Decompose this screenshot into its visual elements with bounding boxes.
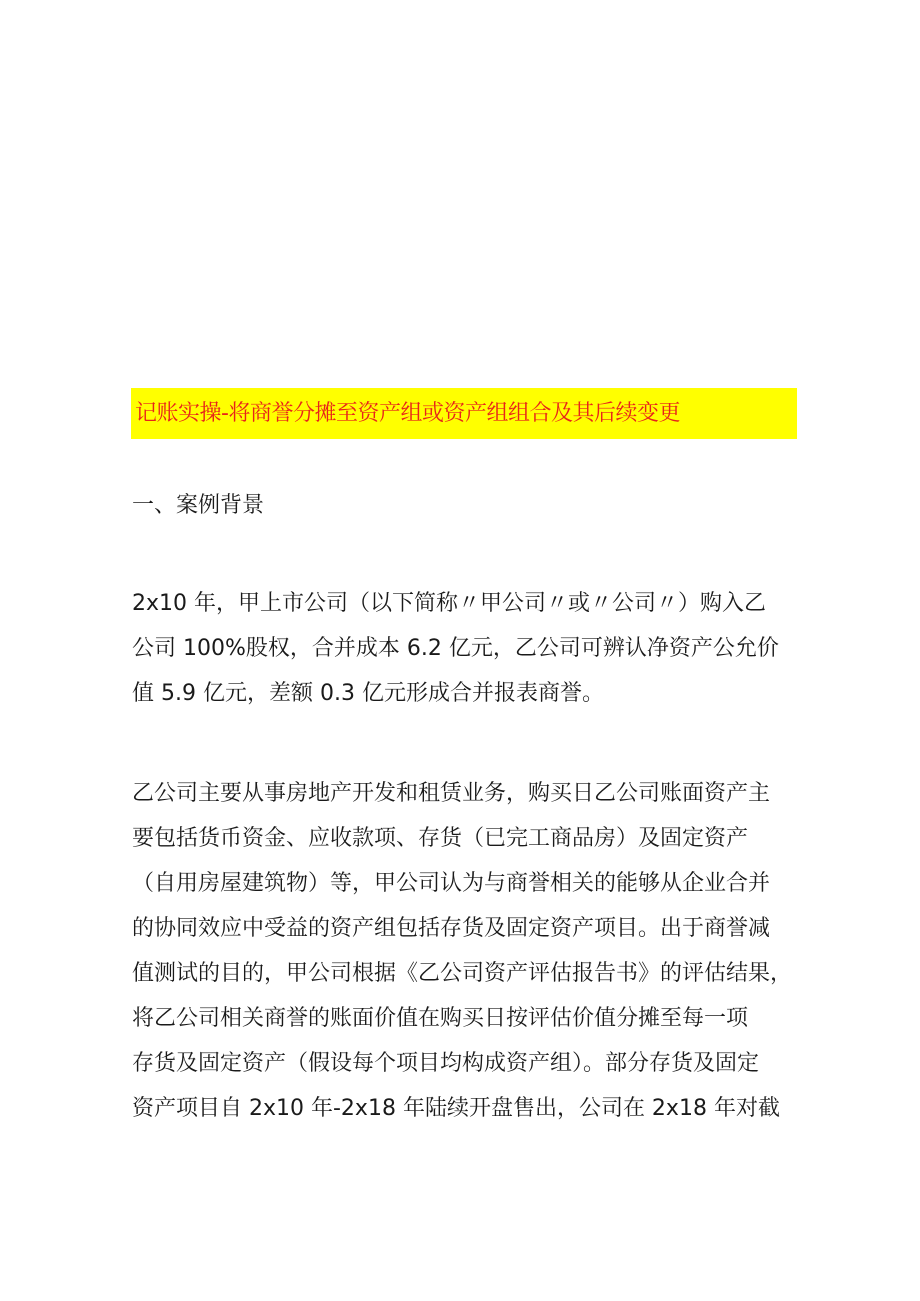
paragraph-line: 2x10 年，甲上市公司（以下简称〃甲公司〃或〃公司〃）购入乙 [132, 591, 767, 616]
paragraph-line: 值测试的目的，甲公司根据《乙公司资产评估报告书》的评估结果， [132, 961, 793, 986]
paragraph-2 [132, 771, 796, 1131]
paragraph-line: 要包括货币资金、应收款项、存货（已完工商品房）及固定资产 [132, 826, 749, 851]
paragraph-line: 将乙公司相关商誉的账面价值在购买日按评估价值分摊至每一项 [132, 1006, 749, 1031]
paragraph-1 [132, 581, 796, 716]
paragraph-line: 资产项目自 2x10 年-2x18 年陆续开盘售出，公司在 2x18 年对截 [132, 1096, 780, 1121]
paragraph-line: 的协同效应中受益的资产组包括存货及固定资产项目。出于商誉减 [132, 916, 771, 941]
document-title: 记账实操-将商誉分摊至资产组或资产组组合及其后续变更 [135, 400, 680, 426]
paragraph-line: 存货及固定资产（假设每个项目均构成资产组）。部分存货及固定 [132, 1051, 760, 1076]
paragraph-line: 值 5.9 亿元，差额 0.3 亿元形成合并报表商誉。 [132, 681, 604, 706]
paragraph-line: （自用房屋建筑物）等，甲公司认为与商誉相关的能够从企业合并 [132, 871, 771, 896]
section-heading: 一、案例背景 [132, 493, 265, 518]
paragraph-line: 公司 100%股权，合并成本 6.2 亿元，乙公司可辨认净资产公允价 [132, 636, 779, 661]
paragraph-line: 乙公司主要从事房地产开发和租赁业务，购买日乙公司账面资产主 [132, 781, 771, 806]
title-highlight [131, 388, 797, 439]
